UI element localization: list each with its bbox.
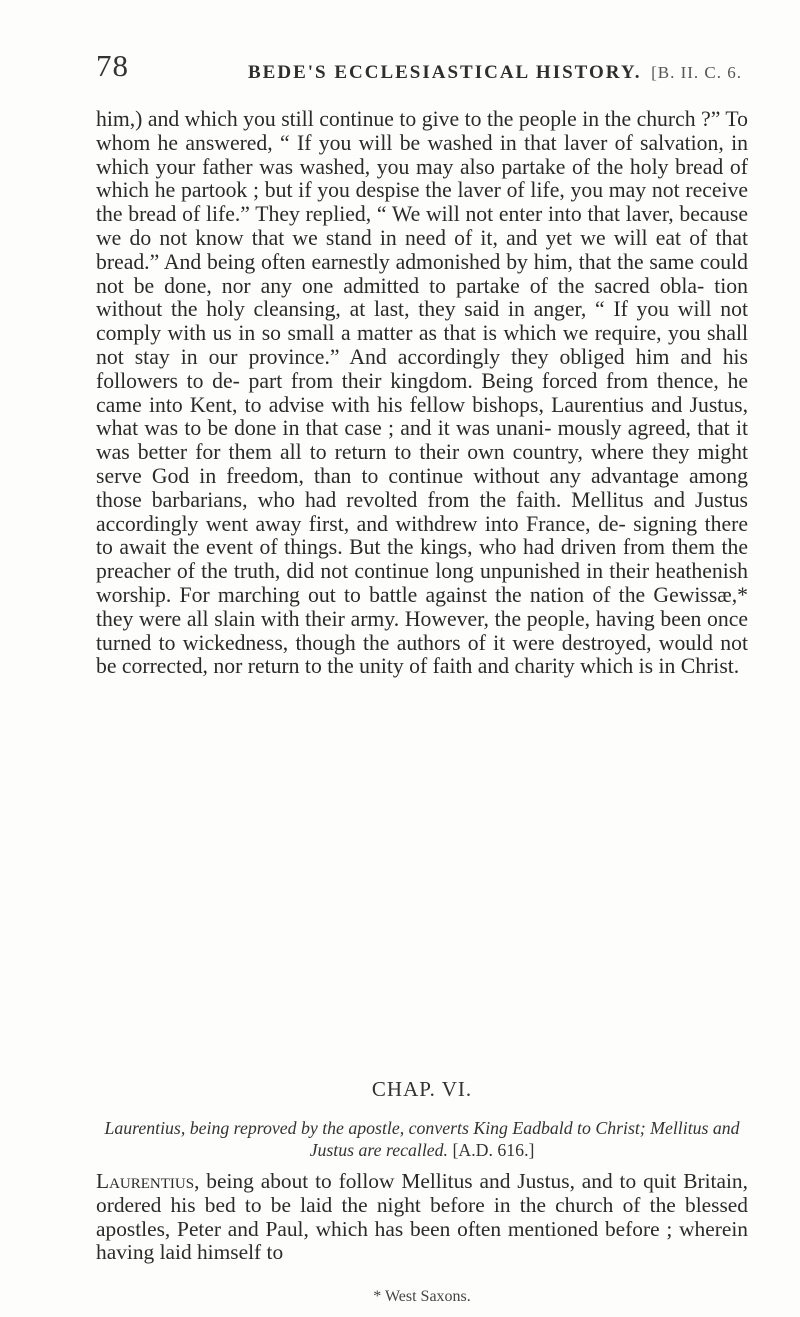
main-paragraph: him,) and which you still continue to give to the people in the church ?” To whom he answered, “ If you will be washed in that laver of salvation, in which your father was washed, you may also partake of the holy bread of which he partook ; but if you despise the laver of life, you may not receive the bread of life.” They replied, “ We will not enter into that laver, because we do not know that we stand in need of it, and yet we will eat of that bread.” And being often earnestly admonished by him, that the same could not be done, nor any one admitted to partake of the sacred obla- tion without the holy cleansing, at last, they said in anger, “ If you will not comply with us in so small a matter as that is which we require, you shall not stay in our province.” And accordingly they obliged him and his followers to de- part from their kingdom. Being forced from thence, he came into Kent, to advise with his fellow bishops, Laurentius and Justus, what was to be done in that case ; and it was unani- mously agreed, that it was better for them all to return to their own country, where they might serve God in freedom, than to continue without any advantage among those barbarians, who had revolted from the faith. Mellitus and Justus accordingly went away first, and withdrew into France, de- signing there to await the event of things. But the kings, who had driven from them the preacher of the truth, did not continue long unpunished in their heathenish worship. For marching out to battle against the nation of the Gewissæ,* they were all slain with their army. However, the people, having been once turned to wickedness, though the authors of it were destroyed, would not be corrected, nor return to the unity of faith and charity which is in Christ.	[96, 107, 748, 679]
chapter-first-word: Laurentius,	[96, 1169, 200, 1193]
footnote: * West Saxons.	[373, 1288, 471, 1305]
running-title: BEDE'S ECCLESIASTICAL HISTORY.	[248, 62, 642, 83]
chapter-summary-text: Laurentius, being reproved by the apostle, converts King Eadbald to Christ; Mellitus and Justus are recalled.	[104, 1118, 740, 1160]
chapter-summary	[96, 1117, 748, 1161]
chapter-body	[96, 1170, 748, 1265]
chapter-date: [A.D. 616.]	[452, 1140, 535, 1160]
book-chapter-reference: [B. II. C. 6.	[651, 63, 742, 82]
chapter-body-text: being about to follow Mellitus and Justus, and to quit Britain, ordered his bed to be laid the night before in the church of the blessed apostles, Peter and Paul, which has been often mentioned before ; wherein having laid himself to	[96, 1169, 748, 1265]
page-number: 78	[96, 48, 129, 83]
main-text-block	[96, 108, 748, 679]
running-head	[96, 48, 756, 88]
chapter-heading: CHAP. VI.	[371, 1077, 473, 1101]
